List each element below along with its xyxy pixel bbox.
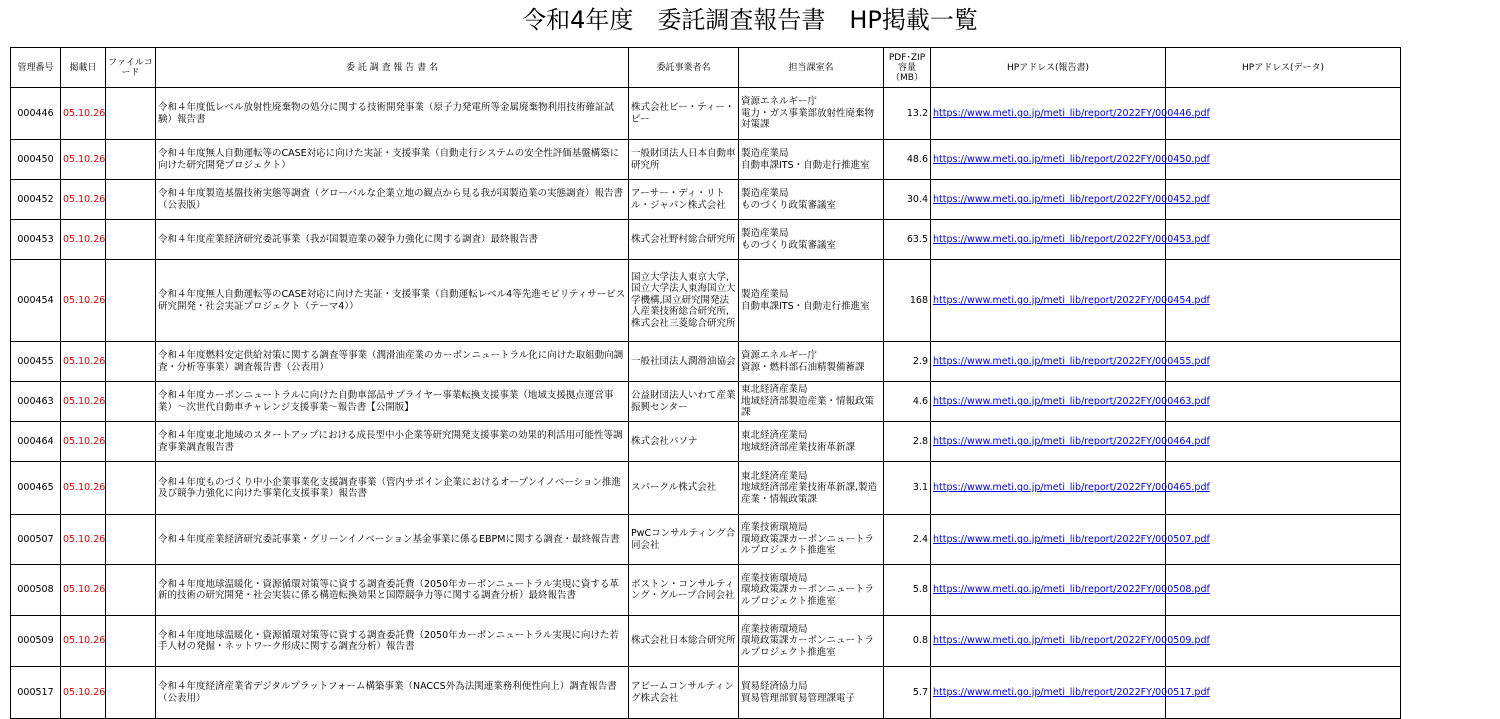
cell-file-code <box>106 515 156 565</box>
report-link[interactable]: https://www.meti.go.jp/meti_lib/report/2022FY/000463.pdf <box>933 395 1210 407</box>
cell-id: 000464 <box>11 422 61 462</box>
report-link[interactable]: https://www.meti.go.jp/meti_lib/report/2022FY/000507.pdf <box>933 533 1210 545</box>
cell-contractor: 一般社団法人潤滑油協会 <box>629 342 739 382</box>
cell-size: 168 <box>884 260 931 342</box>
cell-id: 000452 <box>11 180 61 220</box>
cell-title: 令和４年度無人自動運転等のCASE対応に向けた実証・支援事業（自動走行システムの安全性評価基盤構築に向けた研究開発プロジェクト） <box>156 140 629 180</box>
table-row <box>11 88 1401 140</box>
cell-size: 13.2 <box>884 88 931 140</box>
cell-id: 000465 <box>11 462 61 515</box>
cell-id: 000509 <box>11 616 61 667</box>
cell-title: 令和４年度低レベル放射性廃棄物の処分に関する技術開発事業（原子力発電所等金属廃棄物利用技術確証試験）報告書 <box>156 88 629 140</box>
cell-date: 05.10.26 <box>61 220 106 260</box>
cell-contractor: 株式会社日本総合研究所 <box>629 616 739 667</box>
cell-url-report <box>931 260 1210 342</box>
header-url-report: HPアドレス(報告書) <box>931 48 1166 88</box>
cell-contractor: PwCコンサルティング合同会社 <box>629 515 739 565</box>
cell-dept: 製造産業局 自動車課ITS・自動走行推進室 <box>739 260 884 342</box>
page-title: 令和4年度 委託調査報告書 HP掲載一覧 <box>522 6 978 34</box>
cell-contractor: 株式会社ビー・ティー・ピー <box>629 88 739 140</box>
cell-file-code <box>106 260 156 342</box>
table-row <box>11 422 1401 462</box>
cell-file-code <box>106 342 156 382</box>
cell-contractor: アビームコンサルティング株式会社 <box>629 667 739 719</box>
cell-id: 000454 <box>11 260 61 342</box>
cell-dept: 製造産業局 自動車課ITS・自動走行推進室 <box>739 140 884 180</box>
cell-dept: 貿易経済協力局 貿易管理部貿易管理課電子 <box>739 667 884 719</box>
report-link[interactable]: https://www.meti.go.jp/meti_lib/report/2022FY/000517.pdf <box>933 686 1210 698</box>
cell-file-code <box>106 616 156 667</box>
cell-dept: 資源エネルギー庁 電力・ガス事業部放射性廃棄物対策課 <box>739 88 884 140</box>
header-url-data: HPアドレス(データ) <box>1166 48 1401 88</box>
cell-contractor: ボストン・コンサルティング・グループ合同会社 <box>629 565 739 616</box>
cell-date: 05.10.26 <box>61 515 106 565</box>
cell-size: 48.6 <box>884 140 931 180</box>
cell-file-code <box>106 220 156 260</box>
cell-id: 000446 <box>11 88 61 140</box>
cell-title: 令和４年度経済産業省デジタルプラットフォーム構築事業（NACCS外為法関連業務利便性向上）調査報告書（公表用） <box>156 667 629 719</box>
cell-title: 令和４年度地球温暖化・資源循環対策等に資する調査委託費（2050年カーボンニュートラル実現に向けた若手人材の発掘・ネットワーク形成に関する調査分析）報告書 <box>156 616 629 667</box>
cell-contractor: 公益財団法人いわて産業振興センター <box>629 382 739 422</box>
cell-size: 5.7 <box>884 667 931 719</box>
cell-file-code <box>106 667 156 719</box>
table-row <box>11 342 1401 382</box>
report-link[interactable]: https://www.meti.go.jp/meti_lib/report/2022FY/000454.pdf <box>933 294 1210 306</box>
cell-file-code <box>106 565 156 616</box>
header-report-title: 委 託 調 査 報 告 書 名 <box>156 48 629 88</box>
cell-size: 2.4 <box>884 515 931 565</box>
cell-title: 令和４年度産業経済研究委託事業（我が国製造業の競争力強化に関する調査）最終報告書 <box>156 220 629 260</box>
cell-date: 05.10.26 <box>61 260 106 342</box>
table-row <box>11 565 1401 616</box>
table-row <box>11 180 1401 220</box>
cell-url-report <box>931 180 1210 220</box>
cell-title: 令和４年度無人自動運転等のCASE対応に向けた実証・支援事業（自動運転レベル4等先進モビリティサービス研究開発・社会実証プロジェクト（テーマ4）） <box>156 260 629 342</box>
cell-date: 05.10.26 <box>61 422 106 462</box>
cell-contractor: 株式会社パソナ <box>629 422 739 462</box>
cell-title: 令和４年度産業経済研究委託事業・グリーンイノベーション基金事業に係るEBPMに関する調査・最終報告書 <box>156 515 629 565</box>
cell-title: 令和４年度ものづくり中小企業事業化支援調査事業（管内サポイン企業におけるオープンイノベーション推進及び競争力強化に向けた事業化支援事業）報告書 <box>156 462 629 515</box>
cell-contractor: 株式会社野村総合研究所 <box>629 220 739 260</box>
report-link[interactable]: https://www.meti.go.jp/meti_lib/report/2022FY/000446.pdf <box>933 107 1210 119</box>
cell-date: 05.10.26 <box>61 180 106 220</box>
report-link[interactable]: https://www.meti.go.jp/meti_lib/report/2022FY/000464.pdf <box>933 435 1210 447</box>
cell-url-report <box>931 515 1210 565</box>
table-row <box>11 220 1401 260</box>
cell-url-report <box>931 565 1210 616</box>
cell-file-code <box>106 382 156 422</box>
cell-url-report <box>931 422 1210 462</box>
cell-id: 000453 <box>11 220 61 260</box>
cell-contractor: 国立大学法人東京大学,国立大学法人東海国立大学機構,国立研究開発法人産業技術総合研究所,株式会社三菱総合研究所 <box>629 260 739 342</box>
table-row <box>11 515 1401 565</box>
cell-url-report <box>931 140 1210 180</box>
cell-file-code <box>106 462 156 515</box>
cell-dept: 東北経済産業局 地域経済部産業技術革新課,製造産業・情報政策課 <box>739 462 884 515</box>
cell-dept: 製造産業局 ものづくり政策審議室 <box>739 180 884 220</box>
cell-date: 05.10.26 <box>61 342 106 382</box>
header-contractor: 委託事業者名 <box>629 48 739 88</box>
cell-dept: 産業技術環境局 環境政策課カーボンニュートラルプロジェクト推進室 <box>739 515 884 565</box>
cell-date: 05.10.26 <box>61 565 106 616</box>
cell-date: 05.10.26 <box>61 616 106 667</box>
cell-file-code <box>106 422 156 462</box>
table-row <box>11 667 1401 719</box>
header-size: PDF･ZIP容量（MB） <box>884 48 931 88</box>
table-row <box>11 616 1401 667</box>
cell-date: 05.10.26 <box>61 667 106 719</box>
cell-date: 05.10.26 <box>61 382 106 422</box>
report-table <box>10 47 1401 719</box>
report-link[interactable]: https://www.meti.go.jp/meti_lib/report/2022FY/000453.pdf <box>933 233 1210 245</box>
cell-contractor: 一般財団法人日本自動車研究所 <box>629 140 739 180</box>
cell-file-code <box>106 180 156 220</box>
cell-dept: 産業技術環境局 環境政策課カーボンニュートラルプロジェクト推進室 <box>739 565 884 616</box>
cell-dept: 製造産業局 ものづくり政策審議室 <box>739 220 884 260</box>
cell-date: 05.10.26 <box>61 140 106 180</box>
cell-id: 000508 <box>11 565 61 616</box>
report-link[interactable]: https://www.meti.go.jp/meti_lib/report/2022FY/000508.pdf <box>933 584 1210 596</box>
cell-url-report <box>931 667 1210 719</box>
cell-id: 000455 <box>11 342 61 382</box>
header-dept: 担当課室名 <box>739 48 884 88</box>
table-row <box>11 382 1401 422</box>
cell-dept: 東北経済産業局 地域経済部製造産業・情報政策課 <box>739 382 884 422</box>
header-id: 管理番号 <box>11 48 61 88</box>
header-date: 掲載日 <box>61 48 106 88</box>
cell-dept: 資源エネルギー庁 資源・燃料部石油精製備蓄課 <box>739 342 884 382</box>
cell-file-code <box>106 88 156 140</box>
cell-size: 2.8 <box>884 422 931 462</box>
header-row <box>11 48 1401 88</box>
cell-size: 63.5 <box>884 220 931 260</box>
cell-title: 令和４年度製造基盤技術実態等調査（グローバルな企業立地の観点から見る我が国製造業の実態調査）報告書（公表版） <box>156 180 629 220</box>
cell-dept: 東北経済産業局 地域経済部産業技術革新課 <box>739 422 884 462</box>
cell-url-report <box>931 616 1210 667</box>
report-link[interactable]: https://www.meti.go.jp/meti_lib/report/2022FY/000452.pdf <box>933 193 1210 205</box>
report-link[interactable]: https://www.meti.go.jp/meti_lib/report/2022FY/000455.pdf <box>933 355 1210 367</box>
cell-contractor: スパークル株式会社 <box>629 462 739 515</box>
report-link[interactable]: https://www.meti.go.jp/meti_lib/report/2022FY/000509.pdf <box>933 635 1210 647</box>
cell-size: 30.4 <box>884 180 931 220</box>
report-link[interactable]: https://www.meti.go.jp/meti_lib/report/2022FY/000465.pdf <box>933 482 1210 494</box>
cell-size: 0.8 <box>884 616 931 667</box>
cell-contractor: アーサー・ディ・リトル・ジャパン株式会社 <box>629 180 739 220</box>
table-row <box>11 462 1401 515</box>
cell-title: 令和４年度燃料安定供給対策に関する調査等事業（潤滑油産業のカーボンニュートラル化に向けた取組動向調査・分析等事業）調査報告書（公表用） <box>156 342 629 382</box>
cell-title: 令和４年度地球温暖化・資源循環対策等に資する調査委託費（2050年カーボンニュートラル実現に資する革新的技術の研究開発・社会実装に係る構造転換効果と国際競争力等に関する調査分析）最終報告書 <box>156 565 629 616</box>
cell-id: 000450 <box>11 140 61 180</box>
table-row <box>11 260 1401 342</box>
header-file-code: ファイルコード <box>106 48 156 88</box>
cell-dept: 産業技術環境局 環境政策課カーボンニュートラルプロジェクト推進室 <box>739 616 884 667</box>
cell-id: 000517 <box>11 667 61 719</box>
cell-title: 令和４年度東北地域のスタートアップにおける成長型中小企業等研究開発支援事業の効果的利活用可能性等調査事業調査報告書 <box>156 422 629 462</box>
cell-url-report <box>931 462 1210 515</box>
cell-url-report <box>931 88 1210 140</box>
cell-url-report <box>931 382 1210 422</box>
cell-size: 5.8 <box>884 565 931 616</box>
cell-size: 2.9 <box>884 342 931 382</box>
table-row <box>11 140 1401 180</box>
cell-title: 令和４年度カーボンニュートラルに向けた自動車部品サプライヤー事業転換支援事業（地域支援拠点運営事業）～次世代自動車チャレンジ支援事業～報告書【公開版】 <box>156 382 629 422</box>
cell-url-report <box>931 342 1210 382</box>
cell-file-code <box>106 140 156 180</box>
cell-date: 05.10.26 <box>61 462 106 515</box>
cell-size: 4.6 <box>884 382 931 422</box>
cell-date: 05.10.26 <box>61 88 106 140</box>
cell-id: 000507 <box>11 515 61 565</box>
report-link[interactable]: https://www.meti.go.jp/meti_lib/report/2022FY/000450.pdf <box>933 153 1210 165</box>
cell-id: 000463 <box>11 382 61 422</box>
cell-size: 3.1 <box>884 462 931 515</box>
cell-url-report <box>931 220 1210 260</box>
